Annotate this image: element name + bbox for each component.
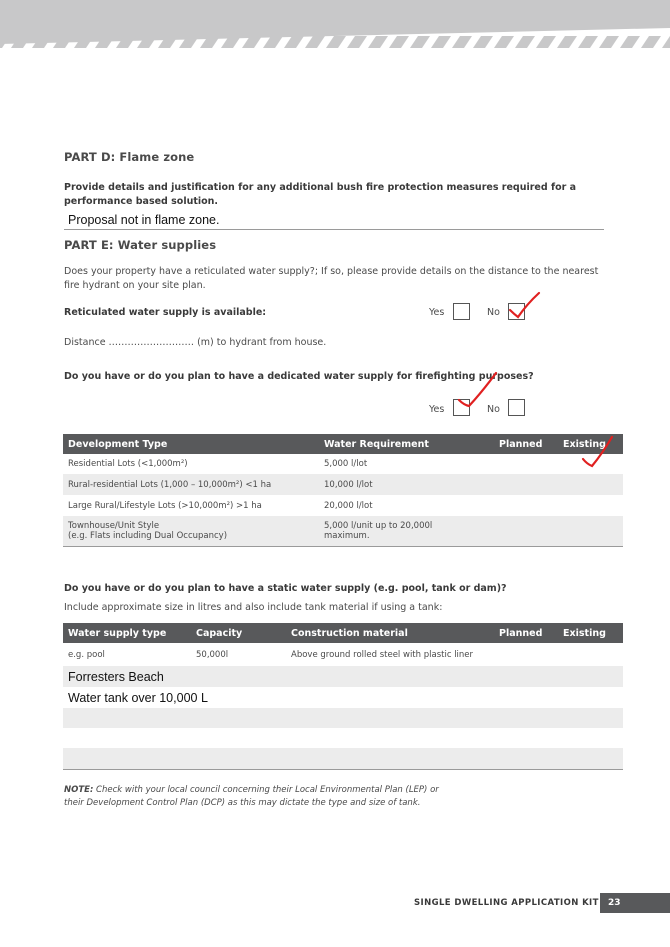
example-type-cell: e.g. pool xyxy=(68,649,105,660)
dev-type-cell: Rural-residential Lots (1,000 – 10,000m²) <1 ha xyxy=(63,474,319,495)
dedicated-yes-checkmark-icon xyxy=(452,370,500,410)
table-row xyxy=(63,708,623,728)
existing-cell[interactable] xyxy=(558,516,623,546)
page-number: 23 xyxy=(600,893,670,913)
banner-stripe xyxy=(494,36,514,48)
static-supply-instruction: Include approximate size in litres and also include tank material if using a tank: xyxy=(64,602,443,613)
requirement-line1: 5,000 l/unit up to 20,000l xyxy=(324,520,433,531)
table-row-example xyxy=(63,643,623,666)
banner-stripe xyxy=(431,36,451,48)
requirement-cell xyxy=(319,516,494,546)
part-e-heading: PART E: Water supplies xyxy=(64,238,217,252)
dedicated-yes-label: Yes xyxy=(429,404,445,415)
supply-entry-cell[interactable] xyxy=(63,728,623,748)
banner-stripe xyxy=(326,36,346,48)
note-text-line2: their Development Control Plan (DCP) as this may dictate the type and size of tank. xyxy=(64,798,421,808)
distance-line: Distance ……………………… (m) to hydrant from house. xyxy=(64,337,327,348)
col-existing: Existing xyxy=(558,623,623,643)
requirement-line2: maximum. xyxy=(324,530,370,541)
banner-stripe xyxy=(578,36,598,48)
col-development-type: Development Type xyxy=(63,434,319,454)
requirement-cell: 5,000 l/lot xyxy=(324,459,368,469)
dev-type-cell: Large Rural/Lifestyle Lots (>10,000m²) >1 ha xyxy=(68,500,262,511)
supply-entry-cell[interactable] xyxy=(63,708,623,728)
table-row xyxy=(63,474,623,495)
banner-stripe xyxy=(662,36,670,48)
supply-entry-cell[interactable]: Water tank over 10,000 L xyxy=(68,690,208,705)
example-capacity-cell: 50,000l xyxy=(196,649,229,660)
requirement-cell: 10,000 l/lot xyxy=(319,474,494,495)
part-d-heading: PART D: Flame zone xyxy=(64,150,195,164)
banner-stripe xyxy=(536,36,556,48)
banner-stripe xyxy=(347,36,367,48)
banner-stripe xyxy=(410,36,430,48)
part-e-question: Does your property have a reticulated water supply?; If so, please provide details on the distance to the nearest fire hydrant on your site plan. xyxy=(64,266,599,291)
planned-cell[interactable] xyxy=(494,474,558,495)
water-supply-table xyxy=(63,623,623,770)
header-banner xyxy=(0,0,670,52)
col-planned: Planned xyxy=(494,623,558,643)
water-supply-table-header xyxy=(63,623,623,643)
development-table xyxy=(63,434,623,547)
reticulated-no-label: No xyxy=(487,307,500,318)
reticulated-label: Reticulated water supply is available: xyxy=(64,307,267,318)
supply-entry-cell[interactable]: Forresters Beach xyxy=(63,666,623,687)
table-row xyxy=(63,454,623,474)
banner-stripe xyxy=(515,36,535,48)
dev-type-line2: (e.g. Flats including Dual Occupancy) xyxy=(68,530,228,541)
banner-stripe xyxy=(452,36,472,48)
banner-stripe xyxy=(368,36,388,48)
part-d-answer-line xyxy=(64,229,604,230)
table-row xyxy=(63,666,623,687)
dev-type-line1: Townhouse/Unit Style xyxy=(68,520,160,531)
reticulated-no-checkmark-icon xyxy=(505,290,543,322)
part-d-answer[interactable]: Proposal not in flame zone. xyxy=(68,213,220,227)
static-supply-question: Do you have or do you plan to have a static water supply (e.g. pool, tank or dam)? xyxy=(64,583,507,594)
banner-stripe xyxy=(620,36,640,48)
banner-stripe xyxy=(473,36,493,48)
council-note xyxy=(64,784,584,810)
supply-entry-cell[interactable] xyxy=(63,748,623,769)
col-water-supply-type: Water supply type xyxy=(63,623,191,643)
col-existing: Existing xyxy=(558,434,623,454)
banner-stripe xyxy=(557,36,577,48)
col-water-requirement: Water Requirement xyxy=(319,434,494,454)
planned-cell[interactable] xyxy=(494,495,558,516)
planned-cell[interactable] xyxy=(494,454,558,474)
table-row xyxy=(63,687,623,708)
banner-stripe xyxy=(641,36,661,48)
col-capacity: Capacity xyxy=(191,623,286,643)
table-row xyxy=(63,516,623,546)
reticulated-yes-label: Yes xyxy=(429,307,445,318)
development-table-header xyxy=(63,434,623,454)
existing-cell xyxy=(558,643,623,666)
dedicated-no-label: No xyxy=(487,404,500,415)
banner-stripe xyxy=(389,36,409,48)
footer-kit-title: SINGLE DWELLING APPLICATION KIT xyxy=(414,898,599,908)
reticulated-yes-checkbox[interactable] xyxy=(453,303,470,320)
dedicated-no-checkbox[interactable] xyxy=(508,399,525,416)
existing-cell[interactable] xyxy=(558,474,623,495)
col-planned: Planned xyxy=(494,434,558,454)
existing-residential-checkmark-icon xyxy=(578,434,618,470)
example-material-cell: Above ground rolled steel with plastic liner xyxy=(291,649,474,660)
table-row xyxy=(63,748,623,769)
existing-cell[interactable] xyxy=(558,495,623,516)
part-d-question: Provide details and justification for any additional bush fire protection measures required for a performance based solution. xyxy=(64,182,577,207)
planned-cell[interactable] xyxy=(494,516,558,546)
table-row xyxy=(63,728,623,748)
note-label: NOTE: xyxy=(64,785,94,795)
dedicated-question: Do you have or do you plan to have a dedicated water supply for firefighting purposes? xyxy=(64,371,534,382)
requirement-cell: 20,000 l/lot xyxy=(324,500,373,511)
dev-type-cell xyxy=(63,516,319,546)
banner-stripe xyxy=(284,36,304,48)
note-text-line1: Check with your local council concerning their Local Environmental Plan (LEP) or xyxy=(93,785,439,795)
banner-stripe xyxy=(599,36,619,48)
banner-stripe xyxy=(263,36,283,48)
dev-type-cell: Residential Lots (<1,000m²) xyxy=(68,459,188,469)
planned-cell xyxy=(494,643,558,666)
banner-stripe xyxy=(305,36,325,48)
table-row xyxy=(63,495,623,516)
col-construction-material: Construction material xyxy=(286,623,494,643)
